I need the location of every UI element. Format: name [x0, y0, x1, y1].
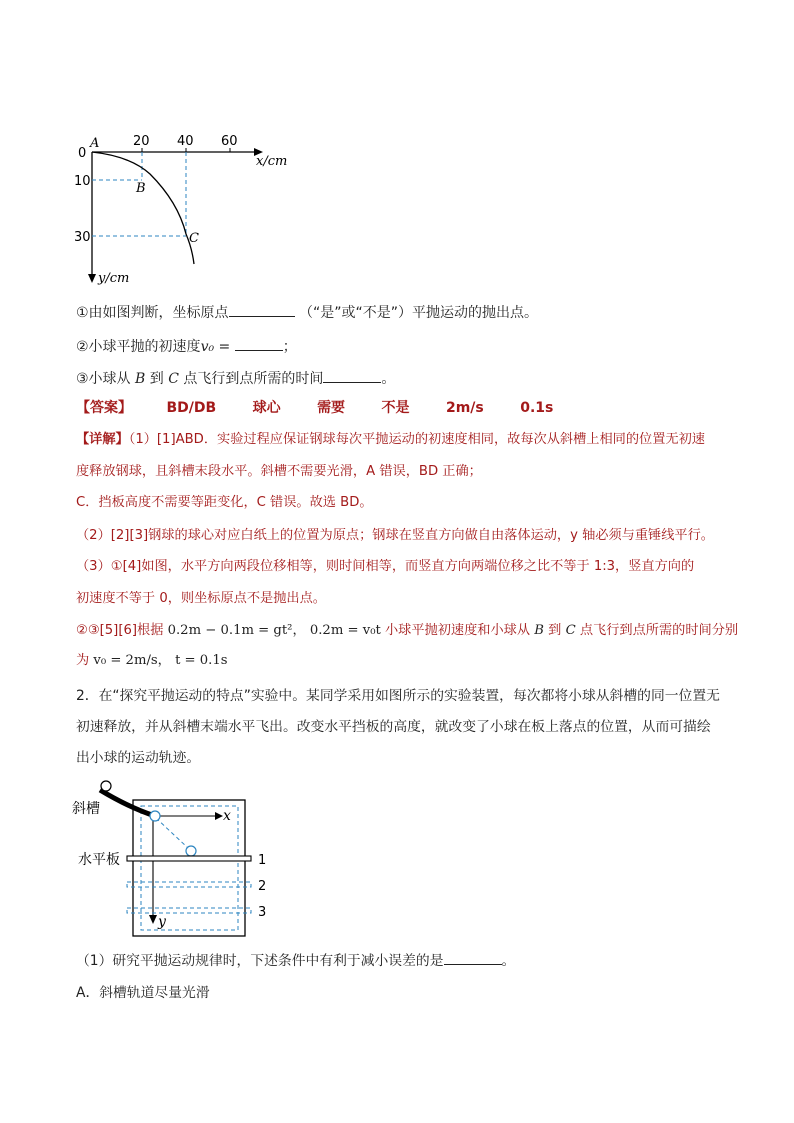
answer-item-6: 0.1s	[520, 400, 554, 416]
level-label-3: 3	[258, 905, 267, 920]
point-c-label: C	[189, 231, 199, 246]
explanation-p5: 为 v₀ = 2m/s， t = 0.1s	[76, 653, 228, 668]
y-axis-label: y/cm	[98, 271, 130, 286]
question-2: ②小球平抛的初速度v₀ = ；	[76, 336, 297, 357]
x-tick-label-40: 40	[177, 134, 194, 149]
y-tick-label-10: 10	[74, 174, 91, 189]
answer-item-4: 不是	[381, 400, 410, 416]
answer-item-2: 球心	[252, 400, 281, 416]
apparatus-y-label: y	[158, 914, 166, 930]
problem2-line3: 出小球的运动轨迹。	[76, 750, 201, 766]
result-v0: v₀ = 2m/s	[93, 653, 158, 668]
sub-question-1: （1）研究平抛运动规律时，下述条件中有利于减小误差的是 。	[76, 950, 515, 971]
answer-item-1: BD/DB	[166, 400, 217, 416]
equation-2: 0.2m = v₀t	[309, 623, 381, 638]
horizontal-board-1	[127, 856, 251, 861]
horizontal-board-3	[127, 908, 251, 913]
ball-launch	[150, 811, 160, 821]
problem2-line2: 初速释放，并从斜槽末端水平飞出。改变水平挡板的高度，就改变了小球在板上落点的位置，从而可描绘	[76, 719, 711, 735]
ball-landing	[186, 846, 196, 856]
explanation-p2: （2）[2][3]钢球的球心对应白纸上的位置为原点；钢球在竖直方向做自由落体运动，y 轴必须与重锤线平行。	[76, 528, 714, 543]
problem2-line1: 2．在“探究平抛运动的特点”实验中。某同学采用如图所示的实验装置，每次都将小球从斜槽的同一位置无	[76, 688, 720, 704]
x-tick-label-60: 60	[221, 134, 238, 149]
explanation-p1-line2: 度释放钢球，且斜槽末段水平。斜槽不需要光滑，A 错误，BD 正确；	[76, 464, 482, 479]
x-axis-label: x/cm	[256, 154, 288, 169]
chute	[100, 790, 155, 816]
answer-line	[76, 398, 553, 418]
y-axis-arrow	[88, 274, 96, 283]
trajectory-curve	[92, 152, 194, 264]
explanation-p4: ②③[5][6]根据 0.2m − 0.1m = gt²， 0.2m = v₀t 小球平抛初速度和小球从 B 到 C 点飞行到点所需的时间分别	[76, 623, 739, 638]
x-tick-label-20: 20	[133, 134, 150, 149]
answer-item-3: 需要	[317, 400, 346, 416]
apparatus-x-arrow	[215, 812, 223, 820]
answer-item-5: 2m/s	[445, 400, 484, 416]
point-a-label: A	[90, 136, 100, 151]
explanation-p3-line1: （3）①[4]如图，水平方向两段位移相等，则时间相等，而竖直方向两端位移之比不等于 1:3，竖直方向的	[76, 559, 695, 574]
q2-blank[interactable]	[235, 336, 283, 351]
answer-label: 【答案】	[76, 400, 132, 416]
chute-label: 斜槽	[72, 801, 100, 817]
point-b-label: B	[136, 181, 146, 196]
sub-q1-blank[interactable]	[444, 950, 502, 965]
question-3: ③小球从 B 到 C 点飞行到点所需的时间 。	[76, 368, 395, 389]
q3-blank[interactable]	[323, 368, 381, 383]
ball-top	[101, 781, 111, 791]
apparatus-x-label: x	[223, 808, 231, 824]
result-t: t = 0.1s	[175, 653, 228, 668]
level-label-1: 1	[258, 853, 267, 868]
explanation-p1-line3: C．挡板高度不需要等距变化，C 错误。故选 BD。	[76, 495, 373, 510]
apparatus-diagram	[70, 768, 290, 940]
equation-1: 0.2m − 0.1m = gt²	[167, 623, 293, 638]
question-1: ①由如图判断，坐标原点 （“是”或“不是”）平抛运动的抛出点。	[76, 302, 538, 323]
option-a: A．斜槽轨道尽量光滑	[76, 985, 210, 1001]
apparatus-y-arrow	[149, 915, 157, 924]
trajectory-graph	[70, 130, 310, 290]
horizontal-board-label: 水平板	[78, 852, 120, 868]
apparatus-trajectory	[156, 818, 188, 848]
level-label-2: 2	[258, 879, 267, 894]
horizontal-board-2	[127, 882, 251, 887]
origin-label: 0	[78, 146, 87, 161]
q1-blank[interactable]	[229, 302, 295, 317]
y-tick-label-30: 30	[74, 230, 91, 245]
explanation-p3-line2: 初速度不等于 0，则坐标原点不是抛出点。	[76, 591, 326, 606]
explanation-p1-line1: 【详解】（1）[1]ABD．实验过程应保证钢球每次平抛运动的初速度相同，故每次从斜槽上相同的位置无初速	[76, 432, 705, 447]
paper-outline	[141, 806, 238, 930]
